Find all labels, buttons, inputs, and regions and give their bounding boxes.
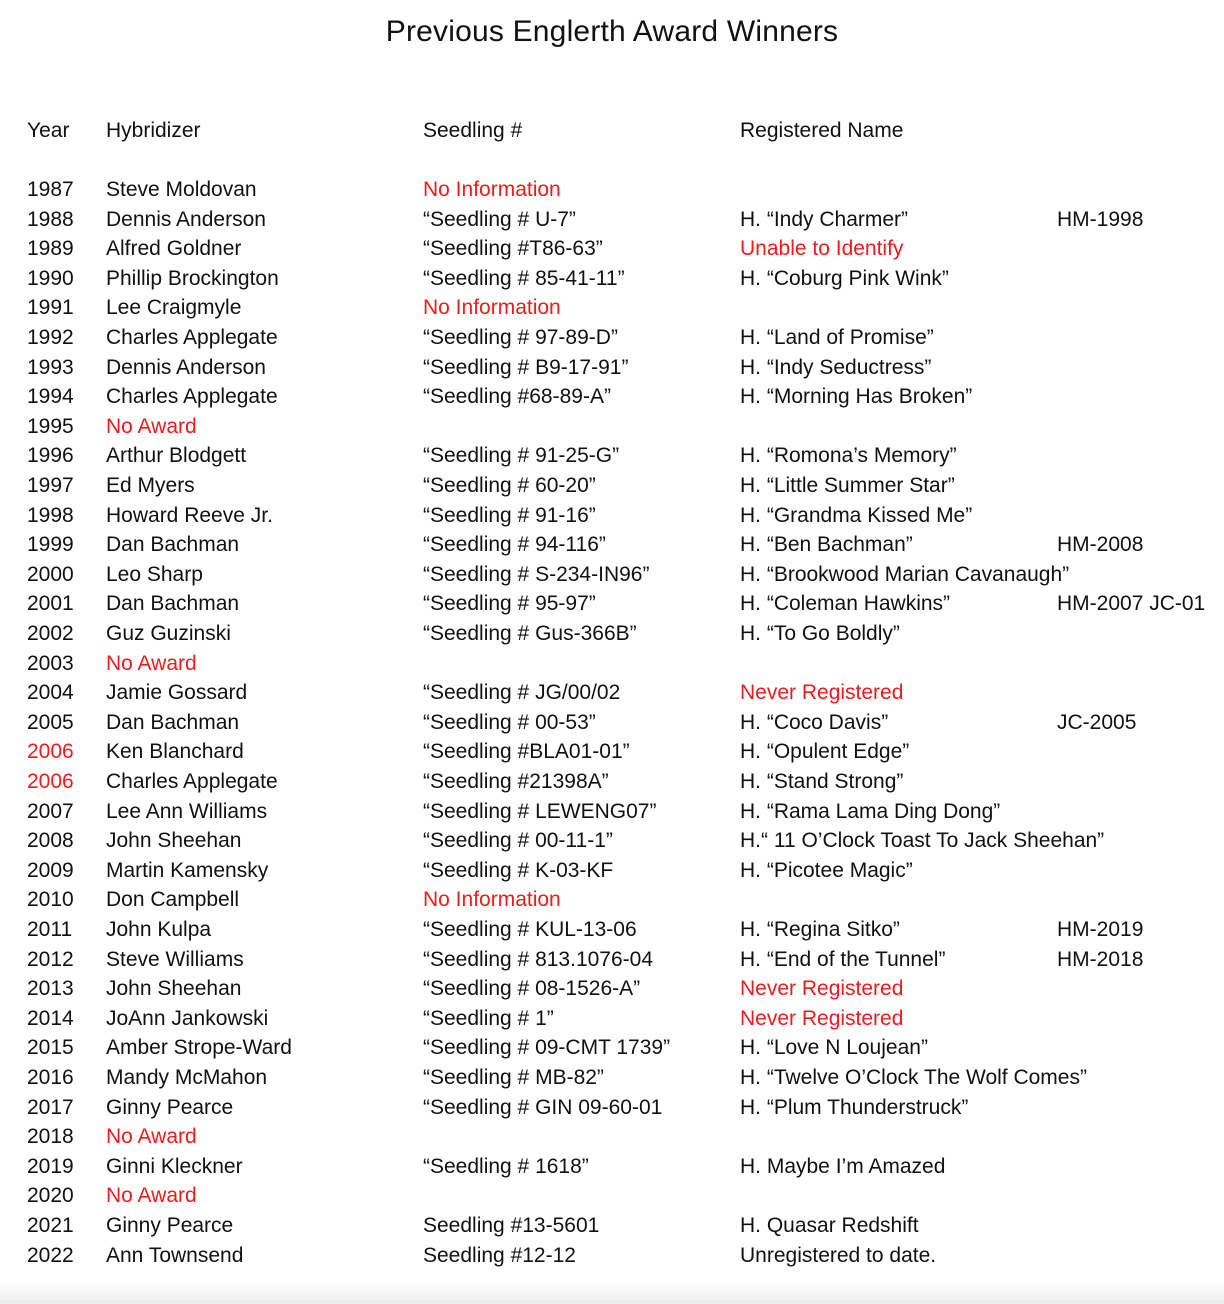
registered-name-cell: H. Quasar Redshift bbox=[740, 1214, 919, 1237]
award-note-cell: HM-2008 bbox=[1057, 533, 1144, 557]
hybridizer-cell: John Sheehan bbox=[106, 829, 242, 853]
seedling-cell: Seedling #13-5601 bbox=[423, 1214, 600, 1237]
table-row bbox=[0, 560, 1224, 589]
table-row bbox=[0, 885, 1224, 914]
seedling-cell: “Seedling # 97-89-D” bbox=[423, 326, 618, 349]
year-cell: 1996 bbox=[27, 444, 74, 468]
seedling-cell: “Seedling # 85-41-11” bbox=[423, 266, 625, 290]
year-cell: 2004 bbox=[27, 681, 74, 705]
table-row bbox=[0, 382, 1224, 411]
registered-name-cell: H. “End of the Tunnel” bbox=[740, 947, 946, 971]
year-cell: 2015 bbox=[27, 1036, 74, 1060]
seedling-cell: “Seedling # 95-97” bbox=[423, 592, 596, 616]
seedling-cell: “Seedling # 813.1076-04 bbox=[423, 947, 654, 971]
seedling-cell: “Seedling # JG/00/02 bbox=[423, 681, 621, 705]
page-bottom-shadow bbox=[0, 1282, 1224, 1304]
hybridizer-cell: JoAnn Jankowski bbox=[106, 1006, 269, 1030]
hybridizer-cell: Steve Moldovan bbox=[106, 178, 257, 201]
table-row bbox=[0, 737, 1224, 766]
registered-name-cell: H. “Land of Promise” bbox=[740, 326, 934, 349]
table-row bbox=[0, 678, 1224, 707]
hybridizer-cell: No Award bbox=[106, 651, 197, 675]
registered-name-cell: Never Registered bbox=[740, 977, 904, 1001]
hybridizer-cell: Dan Bachman bbox=[106, 533, 240, 557]
table-row bbox=[0, 1033, 1224, 1062]
year-cell: 2006 bbox=[27, 770, 74, 793]
hybridizer-cell: Alfred Goldner bbox=[106, 237, 242, 261]
hybridizer-cell: Dennis Anderson bbox=[106, 355, 266, 379]
table-row bbox=[0, 1122, 1224, 1151]
table-row bbox=[0, 649, 1224, 678]
registered-name-cell: H. “Indy Charmer” bbox=[740, 207, 909, 231]
table-row bbox=[0, 856, 1224, 885]
table-row bbox=[0, 589, 1224, 618]
year-cell: 1988 bbox=[27, 207, 74, 231]
seedling-cell: “Seedling #T86-63” bbox=[423, 237, 603, 261]
hybridizer-cell: Don Campbell bbox=[106, 888, 240, 912]
hybridizer-cell: Charles Applegate bbox=[106, 326, 278, 349]
table-row bbox=[0, 441, 1224, 470]
year-cell: 1987 bbox=[27, 178, 74, 201]
table-row bbox=[0, 1211, 1224, 1240]
hybridizer-cell: No Award bbox=[106, 1184, 197, 1208]
hybridizer-cell: Amber Strope-Ward bbox=[106, 1036, 292, 1060]
table-row bbox=[0, 826, 1224, 855]
hybridizer-cell: No Award bbox=[106, 414, 197, 438]
seedling-cell: “Seedling # LEWENG07” bbox=[423, 799, 657, 823]
seedling-cell: “Seedling # B9-17-91” bbox=[423, 355, 629, 379]
hybridizer-cell: Jamie Gossard bbox=[106, 681, 248, 705]
seedling-cell: Seedling #12-12 bbox=[423, 1243, 576, 1267]
table-row bbox=[0, 708, 1224, 737]
registered-name-cell: H.“ 11 O’Clock Toast To Jack Sheehan” bbox=[740, 829, 1105, 853]
registered-name-cell: Unregistered to date. bbox=[740, 1243, 937, 1267]
table-row bbox=[0, 1152, 1224, 1181]
table-row bbox=[0, 797, 1224, 826]
year-cell: 1992 bbox=[27, 326, 74, 349]
hybridizer-cell: Guz Guzinski bbox=[106, 622, 231, 645]
table-row bbox=[0, 1093, 1224, 1122]
hybridizer-cell: Ginni Kleckner bbox=[106, 1154, 243, 1178]
registered-name-cell: H. “Twelve O’Clock The Wolf Comes” bbox=[740, 1066, 1087, 1089]
hybridizer-header: Hybridizer bbox=[106, 119, 201, 142]
seedling-cell: No Information bbox=[423, 296, 561, 320]
table-row bbox=[0, 293, 1224, 322]
table-row bbox=[0, 1181, 1224, 1210]
registered-name-cell: H. “Little Summer Star” bbox=[740, 474, 955, 497]
hybridizer-cell: Dennis Anderson bbox=[106, 207, 266, 231]
seedling-cell: “Seedling # GIN 09-60-01 bbox=[423, 1095, 663, 1119]
seedling-cell: “Seedling # K-03-KF bbox=[423, 858, 614, 882]
hybridizer-cell: Charles Applegate bbox=[106, 770, 278, 793]
table-row bbox=[0, 1241, 1224, 1270]
table-row bbox=[0, 1063, 1224, 1092]
award-note-cell: JC-2005 bbox=[1057, 710, 1137, 734]
seedling-cell: “Seedling #68-89-A” bbox=[423, 385, 611, 409]
registered-name-cell: H. “Love N Loujean” bbox=[740, 1036, 928, 1060]
year-cell: 2008 bbox=[27, 829, 74, 853]
seedling-cell: “Seedling #21398A” bbox=[423, 770, 609, 793]
header-row bbox=[0, 116, 1224, 145]
table-row bbox=[0, 974, 1224, 1003]
hybridizer-cell: Mandy McMahon bbox=[106, 1066, 268, 1089]
registered-name-cell: Never Registered bbox=[740, 1006, 904, 1030]
table-row bbox=[0, 471, 1224, 500]
table-row bbox=[0, 619, 1224, 648]
year-cell: 2012 bbox=[27, 947, 74, 971]
registered-name-cell: H. “Rama Lama Ding Dong” bbox=[740, 799, 1001, 823]
page-title: Previous Englerth Award Winners bbox=[385, 15, 839, 48]
year-cell: 1994 bbox=[27, 385, 74, 409]
hybridizer-cell: Ginny Pearce bbox=[106, 1214, 234, 1237]
table-row bbox=[0, 915, 1224, 944]
year-cell: 2016 bbox=[27, 1066, 74, 1089]
year-cell: 2013 bbox=[27, 977, 74, 1001]
award-note-cell: HM-2019 bbox=[1057, 918, 1144, 941]
registered-name-cell: H. “Coleman Hawkins” bbox=[740, 592, 951, 616]
seedling-cell: “Seedling # 09-CMT 1739” bbox=[423, 1036, 671, 1060]
table-row bbox=[0, 264, 1224, 293]
registered-name-cell: H. “Morning Has Broken” bbox=[740, 385, 973, 409]
table-row bbox=[0, 1004, 1224, 1033]
table-row bbox=[0, 323, 1224, 352]
year-cell: 2018 bbox=[27, 1125, 74, 1149]
hybridizer-cell: Martin Kamensky bbox=[106, 858, 269, 882]
year-cell: 2005 bbox=[27, 710, 74, 734]
registered-name-cell: Unable to Identify bbox=[740, 237, 904, 261]
table-row bbox=[0, 945, 1224, 974]
hybridizer-cell: Dan Bachman bbox=[106, 710, 240, 734]
seedling-cell: “Seedling # U-7” bbox=[423, 207, 576, 231]
table-row bbox=[0, 530, 1224, 559]
year-cell: 2002 bbox=[27, 622, 74, 645]
year-cell: 2020 bbox=[27, 1184, 74, 1208]
hybridizer-cell: No Award bbox=[106, 1125, 197, 1149]
seedling-cell: “Seedling # 1” bbox=[423, 1006, 554, 1030]
hybridizer-cell: Lee Craigmyle bbox=[106, 296, 242, 320]
hybridizer-cell: Dan Bachman bbox=[106, 592, 240, 616]
year-cell: 2007 bbox=[27, 799, 74, 823]
registered-name-cell: H. “Grandma Kissed Me” bbox=[740, 503, 973, 527]
seedling-cell: “Seedling # 94-116” bbox=[423, 533, 606, 557]
year-cell: 2017 bbox=[27, 1095, 74, 1119]
hybridizer-cell: Leo Sharp bbox=[106, 562, 203, 586]
year-cell: 2001 bbox=[27, 592, 74, 616]
table-row bbox=[0, 767, 1224, 796]
hybridizer-cell: Ann Townsend bbox=[106, 1243, 244, 1267]
year-cell: 2022 bbox=[27, 1243, 74, 1267]
year-cell: 1989 bbox=[27, 237, 74, 261]
seedling-header: Seedling # bbox=[423, 119, 523, 142]
year-cell: 2019 bbox=[27, 1154, 74, 1178]
table-row bbox=[0, 234, 1224, 263]
hybridizer-cell: John Kulpa bbox=[106, 918, 212, 941]
hybridizer-cell: Lee Ann Williams bbox=[106, 799, 268, 823]
seedling-cell: “Seedling # KUL-13-06 bbox=[423, 918, 637, 941]
hybridizer-cell: Ginny Pearce bbox=[106, 1095, 234, 1119]
year-cell: 2003 bbox=[27, 651, 74, 675]
seedling-cell: “Seedling # MB-82” bbox=[423, 1066, 604, 1089]
year-cell: 2000 bbox=[27, 562, 74, 586]
table-row bbox=[0, 412, 1224, 441]
year-cell: 2010 bbox=[27, 888, 74, 912]
year-cell: 2006 bbox=[27, 740, 74, 764]
award-note-cell: HM-2018 bbox=[1057, 947, 1144, 971]
registered-name-header: Registered Name bbox=[740, 119, 904, 142]
hybridizer-cell: Howard Reeve Jr. bbox=[106, 503, 273, 527]
year-cell: 2014 bbox=[27, 1006, 74, 1030]
registered-name-cell: H. “Indy Seductress” bbox=[740, 355, 932, 379]
year-cell: 1990 bbox=[27, 266, 74, 290]
year-cell: 1991 bbox=[27, 296, 74, 320]
seedling-cell: “Seedling # S-234-IN96” bbox=[423, 562, 650, 586]
seedling-cell: “Seedling # 00-53” bbox=[423, 710, 596, 734]
registered-name-cell: H. “Romona’s Memory” bbox=[740, 444, 957, 468]
hybridizer-cell: Phillip Brockington bbox=[106, 266, 279, 290]
seedling-cell: “Seedling # 91-16” bbox=[423, 503, 596, 527]
year-cell: 1993 bbox=[27, 355, 74, 379]
registered-name-cell: H. “Picotee Magic” bbox=[740, 858, 913, 882]
registered-name-cell: H. “Coburg Pink Wink” bbox=[740, 266, 949, 290]
year-cell: 2009 bbox=[27, 858, 74, 882]
seedling-cell: No Information bbox=[423, 888, 561, 912]
year-cell: 1995 bbox=[27, 414, 74, 438]
registered-name-cell: H. “Coco Davis” bbox=[740, 710, 889, 734]
hybridizer-cell: John Sheehan bbox=[106, 977, 242, 1001]
year-cell: 1997 bbox=[27, 474, 74, 497]
table-row bbox=[0, 501, 1224, 530]
hybridizer-cell: Arthur Blodgett bbox=[106, 444, 247, 468]
hybridizer-cell: Charles Applegate bbox=[106, 385, 278, 409]
year-header: Year bbox=[27, 119, 70, 142]
seedling-cell: “Seedling #BLA01-01” bbox=[423, 740, 630, 764]
registered-name-cell: H. “Opulent Edge” bbox=[740, 740, 910, 764]
registered-name-cell: H. “Brookwood Marian Cavanaugh” bbox=[740, 562, 1070, 586]
seedling-cell: “Seedling # 00-11-1” bbox=[423, 829, 613, 853]
seedling-cell: “Seedling # 1618” bbox=[423, 1154, 589, 1178]
year-cell: 1998 bbox=[27, 503, 74, 527]
table-row bbox=[0, 205, 1224, 234]
hybridizer-cell: Ed Myers bbox=[106, 474, 195, 497]
registered-name-cell: H. “Regina Sitko” bbox=[740, 918, 900, 941]
year-cell: 2011 bbox=[27, 918, 73, 941]
award-note-cell: HM-2007 JC-01 bbox=[1057, 592, 1206, 616]
registered-name-cell: Never Registered bbox=[740, 681, 904, 705]
seedling-cell: “Seedling # 91-25-G” bbox=[423, 444, 620, 468]
registered-name-cell: H. “Ben Bachman” bbox=[740, 533, 913, 557]
hybridizer-cell: Ken Blanchard bbox=[106, 740, 244, 764]
year-cell: 1999 bbox=[27, 533, 74, 557]
year-cell: 2021 bbox=[27, 1214, 74, 1237]
seedling-cell: “Seedling # 08-1526-A” bbox=[423, 977, 641, 1001]
seedling-cell: “Seedling # Gus-366B” bbox=[423, 622, 637, 645]
table-row bbox=[0, 353, 1224, 382]
award-note-cell: HM-1998 bbox=[1057, 207, 1144, 231]
registered-name-cell: H. Maybe I’m Amazed bbox=[740, 1154, 946, 1178]
registered-name-cell: H. “To Go Boldly” bbox=[740, 622, 900, 645]
seedling-cell: “Seedling # 60-20” bbox=[423, 474, 596, 497]
seedling-cell: No Information bbox=[423, 178, 561, 201]
registered-name-cell: H. “Stand Strong” bbox=[740, 770, 904, 793]
hybridizer-cell: Steve Williams bbox=[106, 947, 244, 971]
table-row bbox=[0, 175, 1224, 204]
registered-name-cell: H. “Plum Thunderstruck” bbox=[740, 1095, 969, 1119]
